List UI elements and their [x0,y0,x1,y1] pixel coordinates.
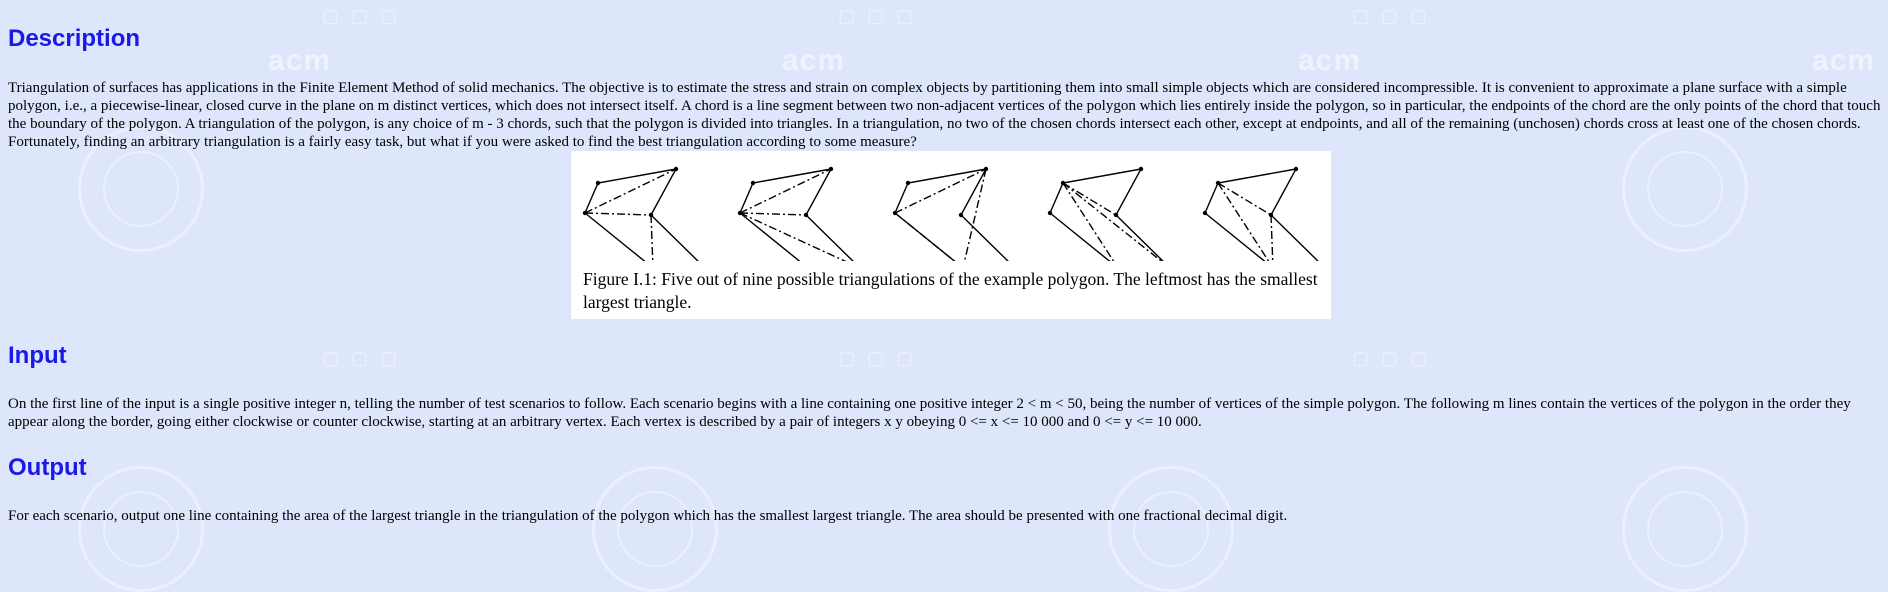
watermark-acm-logo: acm [268,44,332,77]
watermark-seal [1108,466,1234,592]
triangulation-diagrams [571,151,1331,261]
polygon-diagram-5 [1203,167,1327,261]
watermark-seal [1622,466,1748,592]
polygon-diagram-1 [583,167,707,261]
watermark-icons: ▢▢▢ [838,348,926,368]
watermark-seal [592,466,718,592]
watermark-acm-logo: acm [1298,44,1362,77]
description-text: Triangulation of surfaces has applications in the Finite Element Method of solid mechanics. The objective is to estimate the stress and strain on complex objects by partitioning them into small simple objects which are considered incompressible. It is convenient to approximate a plane surface with a simple polygon, i.e., a piecewise-linear, closed curve in the plane on m distinct vertices, which does not intersect itself. A chord is a line segment between two non-adjacent vertices of the polygon which lies entirely inside the polygon, so in particular, the endpoints of the chord are the only points of the chord that touch the boundary of the polygon. A triangulation of the polygon, is any choice of m - 3 chords, such that the polygon is divided into triangles. In a triangulation, no two of the chosen chords intersect each other, except at endpoints, and all of the remaining (unchosen) chords cross at least one of the chosen chords. Fortunately, finding an arbitrary triangulation is a fairly easy task, but what if you were asked to find the best triangulation according to some measure? [8,80,1881,150]
triangulation-figure [571,151,1331,319]
polygon-diagram-2 [738,167,862,261]
input-text: On the first line of the input is a single positive integer n, telling the number of test scenarios to follow. Each scenario begins with a line containing one positive integer 2 < m < 50, being the number of vertices of the simple polygon. The following m lines contain the vertices of the polygon in the order they appear along the border, going either clockwise or counter clockwise, starting at an arbitrary vertex. Each vertex is described by a pair of integers x y obeying 0 <= x <= 10 000 and 0 <= y <= 10 000. [8,396,1851,430]
watermark-icons: ▢▢▢ [322,6,410,26]
watermark-seal [78,466,204,592]
input-heading: Input [8,342,67,369]
polygon-diagram-3 [893,167,1017,261]
description-heading: Description [8,25,141,52]
output-text: For each scenario, output one line containing the area of the largest triangle in the triangulation of the polygon which has the smallest largest triangle. The area should be presented with one fractional decimal digit. [8,508,1288,524]
watermark-icons: ▢▢▢ [322,348,410,368]
watermark-acm-logo: acm [782,44,846,77]
watermark-icons: ▢▢▢ [1352,348,1440,368]
watermark-icons: ▢▢▢ [1352,6,1440,26]
output-heading: Output [8,454,87,481]
figure-caption: Figure I.1: Five out of nine possible triangulations of the example polygon. The leftmost has the smallest largest triangle. [583,269,1318,312]
watermark-acm-logo: acm [1812,44,1876,77]
watermark-icons: ▢▢▢ [838,6,926,26]
polygon-diagram-4 [1048,167,1172,261]
